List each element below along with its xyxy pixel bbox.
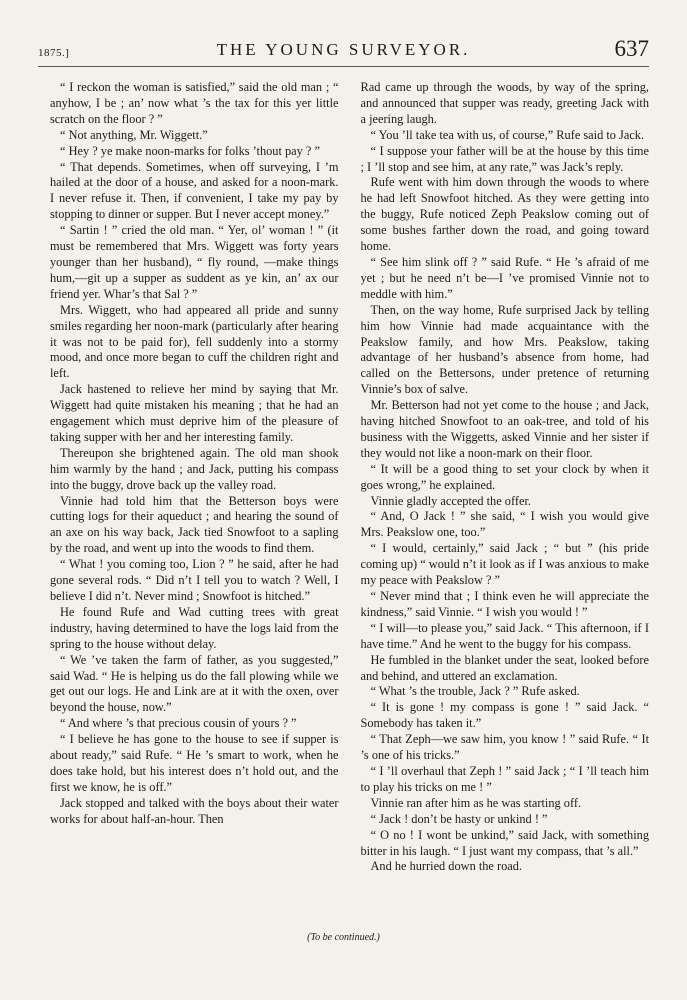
paragraph: “ And, O Jack ! ” she said, “ I wish you would give Mrs. Peakslow one, too.”	[360, 509, 649, 540]
paragraph: “ I reckon the woman is satisfied,” said the old man ; “ anyhow, I be ; an’ now what ’s the tax for this yer little scratch on the floor ? ”	[50, 80, 339, 126]
paragraph: “ That depends. Sometimes, when off surveying, I ’m hailed at the door of a house, and asked for a noon-mark. I never refuse it. Then, if convenient, I take my pay by stopping to dinner or supper. But I never accept money.”	[50, 159, 339, 222]
paragraph: “ I believe he has gone to the house to see if supper is about ready,” said Rufe. “ He ’s smart to work, when he does take hold, but his interest does n’t hold out, and the first we know, he is off.”	[50, 732, 339, 794]
paragraph: “ Jack ! don’t be hasty or unkind ! ”	[370, 811, 548, 826]
paragraph: “ We ’ve taken the farm of father, as you suggested,” said Wad. “ He is helping us do the fall plowing while we get out our logs. He and Link are at it with the oxen, over beyond the house, now.”	[50, 652, 339, 715]
paragraph: Vinnie gladly accepted the offer.	[370, 493, 531, 508]
paragraph: Vinnie had told him that the Betterson boys were cutting logs for their aqueduct ; and hearing the sound of an axe on his way back, Jack tied Snowfoot to a sapling by the road, and went up into the woods to find them.	[50, 493, 339, 556]
paragraph: He fumbled in the blanket under the seat, looked before and behind, and uttered an exclamation.	[360, 652, 649, 683]
paragraph: Jack hastened to relieve her mind by saying that Mr. Wiggett had quite mistaken his meaning ; that he had an engagement which must deprive him of the pleasure of taking supper with her and her interesting family.	[50, 382, 339, 444]
paragraph: “ Sartin ! ” cried the old man. “ Yer, ol’ woman ! ” (it must be remembered that Mrs. Wiggett was forty years younger than her husband), “ fly round, —make things hum,—git up a supper as suddent as ye kin, an’ ax our friend yer. Whar’s that Sal ? ”	[50, 223, 339, 301]
paragraph: “ Never mind that ; I think even he will appreciate the kindness,” said Vinnie. “ I wish you would ! ”	[360, 589, 649, 619]
paragraph: Rad came up through the woods, by way of the spring, and announced that supper was ready, greeting Jack with a jeering laugh.	[360, 80, 649, 126]
continuation-note: (To be continued.)	[307, 932, 380, 943]
paragraph: “ I suppose your father will be at the house by this time ; I ’ll stop and see him, at any rate,” was Jack’s reply.	[360, 143, 649, 174]
left-column	[50, 80, 339, 925]
paragraph: “ I would, certainly,” said Jack ; “ but ” (his pride coming up) “ would n’t it look as if I was anxious to make my peace with Peakslow ? ”	[360, 541, 649, 588]
paragraph: He found Rufe and Wad cutting trees with great industry, having determined to have the logs laid from the spring to the house without delay.	[50, 604, 339, 651]
paragraph: “ O no ! I wont be unkind,” said Jack, with something bitter in his laugh. “ I just want my compass, that ’s all.”	[360, 827, 649, 858]
paragraph: “ And where ’s that precious cousin of yours ? ”	[60, 716, 297, 731]
paragraph: Jack stopped and talked with the boys about their water works for about half-an-hour. Then	[50, 795, 339, 826]
header-title: THE YOUNG SURVEYOR.	[216, 40, 471, 59]
paragraph: “ That Zeph—we saw him, you know ! ” said Rufe. “ It ’s one of his tricks.”	[360, 732, 649, 763]
paragraph: Rufe went with him down through the woods to where he had left Snowfoot hitched. As they were getting into the buggy, Rufe noticed Zeph Peakslow coming out of some bushes farther down the road, and going toward home.	[360, 175, 649, 254]
paragraph: “ I will—to please you,” said Jack. “ This afternoon, if I have time.” And he went to the buggy for his compass.	[360, 620, 649, 651]
page-number: 637	[614, 36, 649, 61]
paragraph: “ It will be a good thing to set your clock by when it goes wrong,” he explained.	[360, 461, 649, 492]
paragraph: “ Not anything, Mr. Wiggett.”	[60, 127, 208, 142]
paragraph: “ I ’ll overhaul that Zeph ! ” said Jack ; “ I ’ll teach him to play his tricks on me ! ”	[360, 763, 649, 794]
paragraph: “ Hey ? ye make noon-marks for folks ’thout pay ? ”	[60, 143, 320, 158]
paragraph: “ It is gone ! my compass is gone ! ” said Jack. “ Somebody has taken it.”	[360, 700, 649, 731]
right-column	[361, 80, 650, 925]
paragraph: Vinnie ran after him as he was starting off.	[370, 795, 582, 810]
paragraph: “ You ’ll take tea with us, of course,” Rufe said to Jack.	[370, 127, 645, 142]
paragraph: Thereupon she brightened again. The old man shook him warmly by the hand ; and Jack, putting his compass into the buggy, drove back up the valley road.	[50, 445, 339, 492]
paragraph: “ See him slink off ? ” said Rufe. “ He ’s afraid of me yet ; but he need n’t be—I ’ve promised Vinnie not to meddle with him.”	[360, 254, 649, 301]
paragraph: Then, on the way home, Rufe surprised Jack by telling him how Vinnie had made acquaintance with the Peakslow family, and how Mrs. Peakslow, taking advantage of her husband’s absence from home, had called on the Bettersons, under pretence of returning Vinnie’s box of salve.	[360, 302, 649, 397]
paragraph: Mrs. Wiggett, who had appeared all pride and sunny smiles regarding her noon-mark (particularly after hearing it was not to be paid for), fell suddenly into a stormy mood, and once more began to cuff the children right and left.	[50, 302, 339, 381]
header-year: 1875.]	[38, 47, 70, 59]
paragraph: “ What ! you coming too, Lion ? ” he said, after he had gone several rods. “ Did n’t I tell you to watch ? Well, I believe I did n’t. Never mind ; Snowfoot is hitched.”	[50, 557, 339, 603]
header-rule	[38, 66, 649, 67]
text-columns	[50, 80, 649, 925]
paragraph: Mr. Betterson had not yet come to the house ; and Jack, having hitched Snowfoot to an oak-tree, and told of his business with the Wiggetts, asked Vinnie and her sister if they would not like a noon-mark on their floor.	[360, 398, 649, 460]
paragraph: “ What ’s the trouble, Jack ? ” Rufe asked.	[370, 684, 580, 699]
paragraph: And he hurried down the road.	[370, 859, 523, 874]
running-header	[38, 36, 649, 66]
